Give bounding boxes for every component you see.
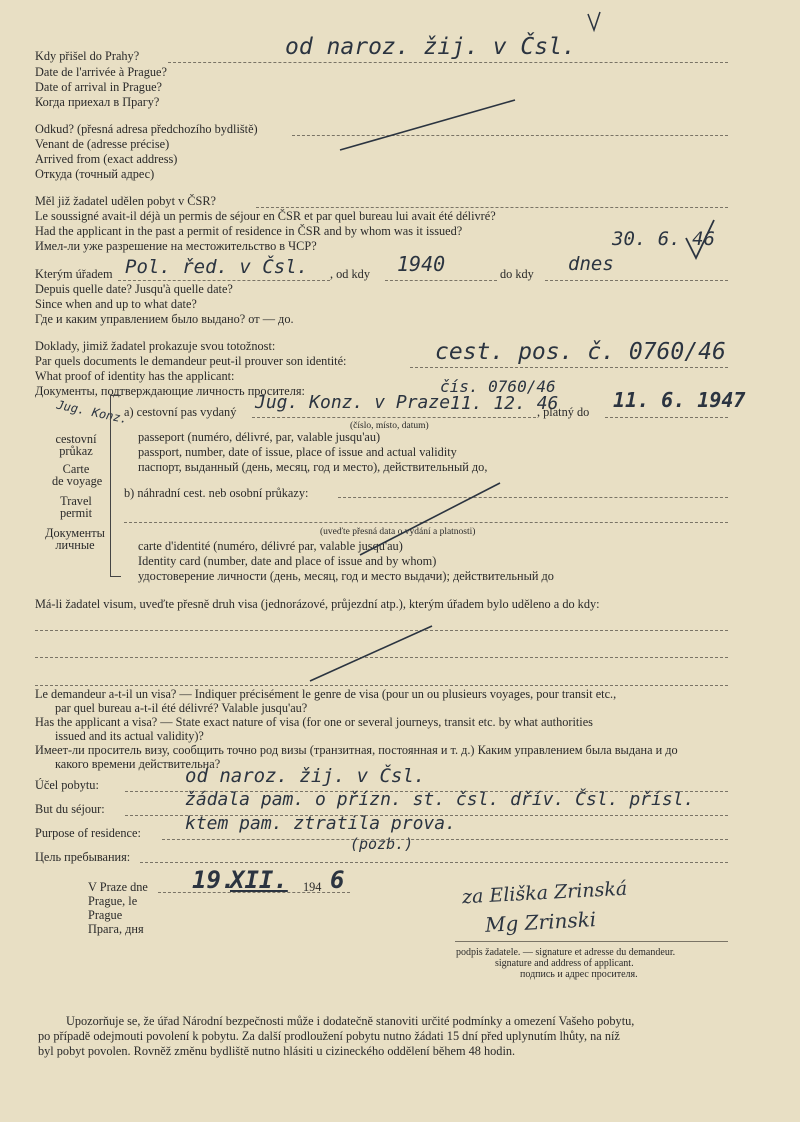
date-day: 19. — [192, 866, 236, 894]
origin-label-en: Arrived from (exact address) — [35, 152, 178, 166]
arrival-label-cz: Kdy přišel do Prahy? — [35, 49, 140, 63]
permit-label-en: Had the applicant in the past a permit of residence in ČSR and by whom was it issued? — [35, 224, 463, 238]
passport-valid-label: , platný do — [537, 405, 590, 419]
signature-line-1: za Eliška Zrinská — [461, 877, 628, 909]
arrival-label-ru: Когда приехал в Прагу? — [35, 95, 160, 109]
authority-label-ru: Где и каким управлением было выдано? от — до. — [35, 312, 294, 326]
permit-answer: 30. 6. 46 — [612, 228, 715, 250]
visa-en-2: issued and its actual validity)? — [55, 729, 204, 743]
permit-checkmark — [686, 220, 714, 258]
authority-office-value: Pol. řed. v Čsl. — [125, 256, 309, 278]
notice-line-2: po případě odejmouti povolení k pobytu. Za další prodloužení pobytu nutno žádati 15 dní před uplynutím lhůty, na níž — [38, 1029, 620, 1043]
side-label-6: permit — [59, 506, 93, 520]
notice-line-1: Upozorňuje se, že úřad Národní bezpečnosti může i dodatečně stanoviti určité podmínky a omezení Vašeho pobytu, — [66, 1014, 635, 1028]
origin-label-fr: Venant de (adresse précise) — [35, 137, 170, 151]
authority-from-label: , od kdy — [330, 267, 370, 281]
substitute-line-en: Identity card (number, date and place of issue and by whom) — [138, 554, 437, 568]
origin-label-ru: Откуда (точный адрес) — [35, 167, 155, 181]
substitute-label: b) náhradní cest. neb osobní průkazy: — [124, 486, 309, 500]
authority-label-fr: Depuis quelle date? Jusqu'à quelle date? — [35, 282, 233, 296]
permit-label-fr: Le soussigné avait-il déjà un permis de séjour en ČSR et par quel bureau lui avait été délivré? — [35, 209, 496, 223]
visa-fr-1: Le demandeur a-t-il un visa? — Indiquer précisément le genre de visa (pour un ou plusieurs voyages, pour transit etc., — [35, 687, 617, 701]
side-label-2: průkaz — [59, 444, 93, 458]
passport-issuer: Jug. Konz. v Praze — [255, 392, 451, 413]
visa-label-cz: Má-li žadatel visum, uveďte přesně druh visa (jednorázové, průjezdní atp.), kterým úřadem bylo uděleno a do kdy: — [35, 597, 600, 611]
passport-label: a) cestovní pas vydaný — [124, 405, 237, 419]
documents-label-ru: Документы, подтверждающие личность просителя: — [35, 384, 305, 398]
purpose-value-2: žádala pam. o přízn. st. čsl. dřív. Čsl. přísl. — [185, 789, 695, 810]
documents-answer-number: čís. 0760/46 — [440, 377, 556, 396]
date-year-prefix: 194 — [303, 880, 322, 894]
place-label-ru: Прага, дня — [88, 922, 144, 936]
side-label-3: Carte — [62, 462, 90, 476]
documents-margin-note: Jug. Konz. — [55, 397, 129, 427]
visa-ru-1: Имеет-ли проситель визу, сообщить точно род визы (транзитная, постоянная и т. д.) Каким управлением была выдана и до — [35, 743, 678, 757]
date-year-digit: 6 — [330, 866, 345, 894]
authority-label-en: Since when and up to what date? — [35, 297, 197, 311]
authority-office-label: Kterým úřadem — [35, 267, 113, 281]
visa-en-1: Has the applicant a visa? — State exact nature of visa (for one or several journeys, transit etc. by what authorities — [35, 715, 593, 729]
side-label-4: de voyage — [52, 474, 103, 488]
arrival-checkmark — [588, 12, 600, 30]
permit-label-cz: Měl již žadatel udělen pobyt v ČSR? — [35, 194, 216, 208]
signature-caption-2: signature and address of applicant. — [495, 958, 634, 969]
purpose-value-4: (pozb.) — [350, 835, 414, 853]
origin-strike — [340, 100, 515, 150]
documents-label-fr: Par quels documents le demandeur peut-il prouver son identité: — [35, 354, 347, 368]
arrival-label-en: Date of arrival in Prague? — [35, 80, 163, 94]
purpose-label-fr: But du séjour: — [35, 802, 105, 816]
side-label-7: Документы — [45, 526, 105, 540]
substitute-sub: (uveďte přesná data o vydání a platnosti) — [320, 527, 476, 537]
visa-strike — [310, 626, 432, 681]
passport-valid-value: 11. 6. 1947 — [613, 388, 746, 412]
origin-label-cz: Odkud? (přesná adresa předchozího bydliště) — [35, 122, 258, 136]
purpose-value-3: ktem pam. ztratila prova. — [185, 813, 456, 834]
documents-label-en: What proof of identity has the applicant: — [35, 369, 235, 383]
signature-caption-1: podpis žadatele. — signature et adresse du demandeur. — [456, 947, 676, 958]
place-label-cz: V Praze dne — [88, 880, 148, 894]
permit-label-ru: Имел-ли уже разрешение на местожительство в ЧСР? — [35, 239, 317, 253]
authority-to-label: do kdy — [500, 267, 534, 281]
purpose-label-cz: Účel pobytu: — [35, 778, 99, 792]
side-label-1: cestovní — [55, 432, 97, 446]
authority-from-value: 1940 — [397, 252, 446, 276]
signature-line-2: Mg Zrinski — [484, 907, 597, 937]
substitute-strike — [360, 483, 500, 555]
purpose-value-1: od naroz. žij. v Čsl. — [185, 765, 426, 787]
authority-to-value: dnes — [568, 253, 614, 275]
arrival-answer: od naroz. žij. v Čsl. — [285, 34, 576, 60]
substitute-line-ru: удостоверение личности (день, месяц, год и место выдачи); действительный до — [138, 569, 554, 583]
arrival-label-fr: Date de l'arrivée à Prague? — [35, 65, 167, 79]
substitute-line-fr: carte d'identité (numéro, délivré par, valable jusqu'au) — [138, 539, 403, 553]
documents-label-cz: Doklady, jimiž žadatel prokazuje svou totožnost: — [35, 339, 276, 353]
visa-ru-2: какого времени действительна? — [55, 757, 221, 771]
passport-date: 11. 12. 46 — [450, 393, 559, 414]
documents-answer: cest. pos. č. 0760/46 — [435, 339, 726, 365]
purpose-label-ru: Цель пребывания: — [35, 850, 131, 864]
passport-line-fr: passeport (numéro, délivré, par, valable jusqu'au) — [138, 430, 381, 444]
signature-caption-3: подпись и адрес просителя. — [520, 969, 638, 980]
side-label-8: личные — [55, 538, 95, 552]
passport-line-ru: паспорт, выданный (день, месяц, год и место), действительный до, — [138, 460, 488, 474]
date-month: XII. — [230, 866, 288, 894]
purpose-label-en: Purpose of residence: — [35, 826, 141, 840]
place-label-fr: Prague, le — [88, 894, 138, 908]
notice-line-3: byl pobyt povolen. Rovněž změnu bydliště nutno hlásiti u cizineckého oddělení během 48 hodin. — [38, 1044, 516, 1058]
place-label-en: Prague — [88, 908, 123, 922]
passport-line-en: passport, number, date of issue, place of issue and actual validity — [138, 445, 457, 459]
passport-sub: (číslo, místo, datum) — [350, 421, 429, 431]
visa-fr-2: par quel bureau a-t-il été délivré? Valable jusqu'au? — [55, 701, 308, 715]
side-label-5: Travel — [60, 494, 92, 508]
